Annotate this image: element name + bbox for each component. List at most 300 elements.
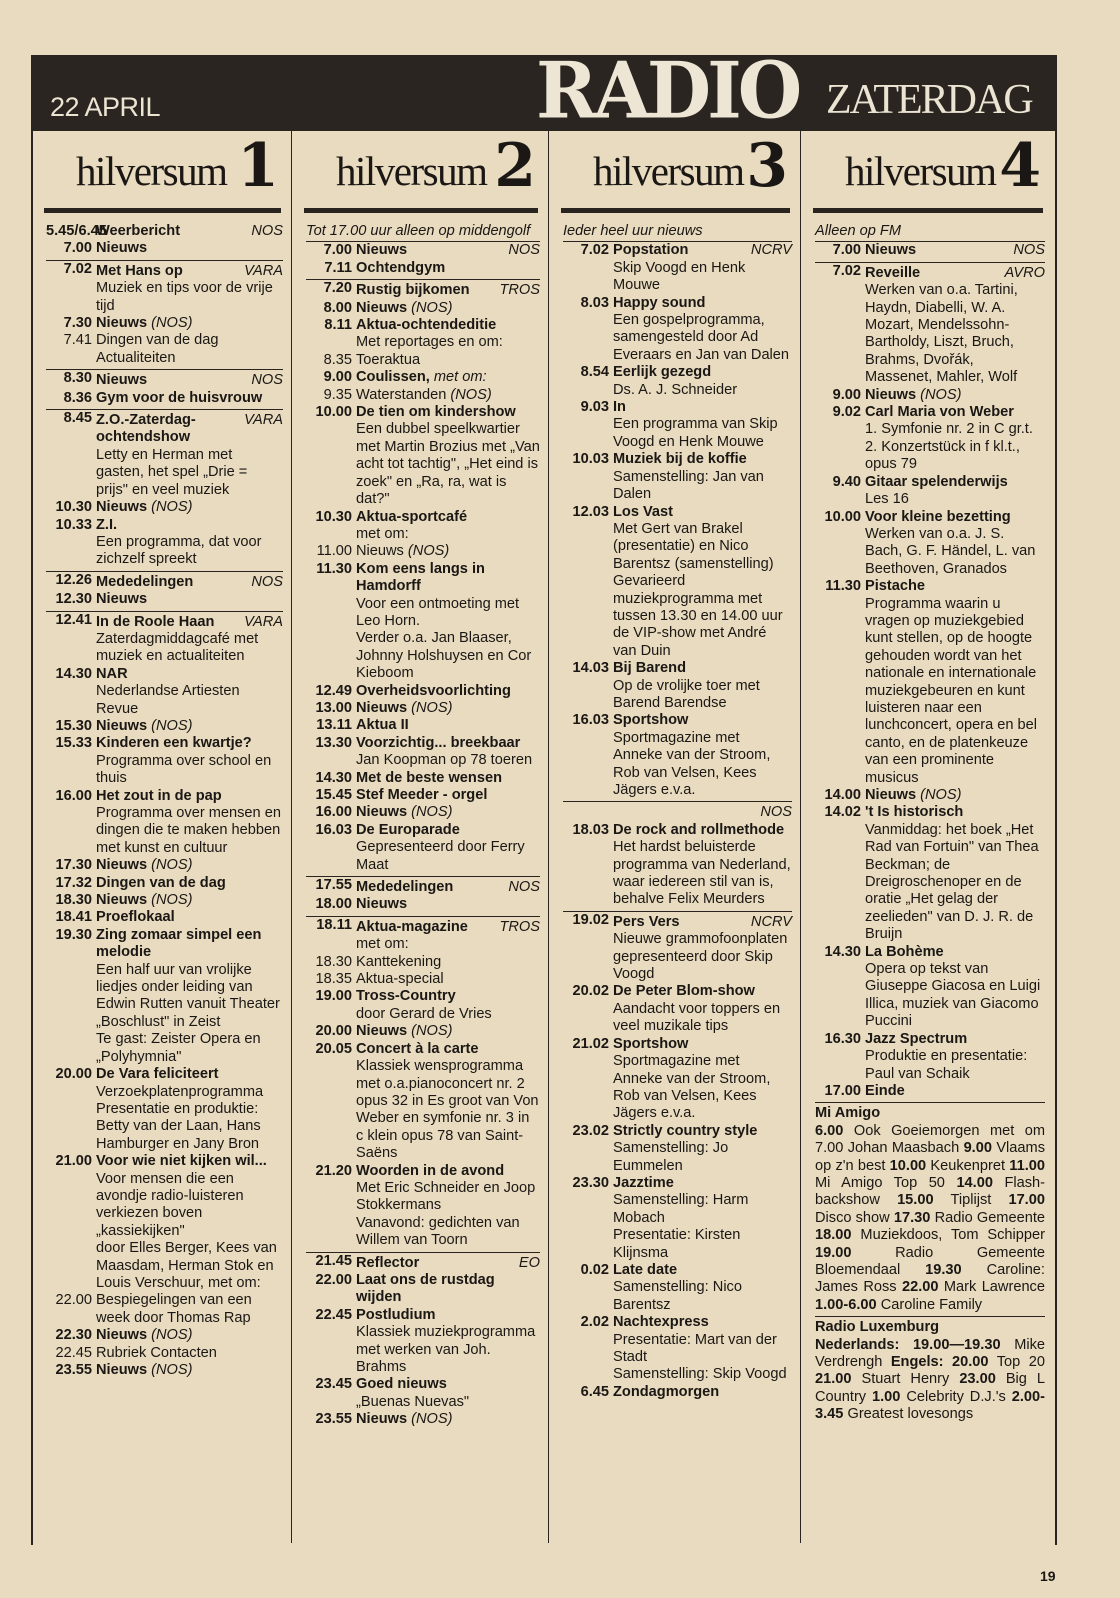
channel-name: hilversum <box>76 148 227 194</box>
program-time: 8.54 <box>580 364 609 381</box>
program-time: 11.30 <box>316 560 352 577</box>
program-time: 7.11 <box>324 259 352 276</box>
program-title: Z.O.-Zaterdag-ochtendshow <box>96 412 196 446</box>
program-description: Ds. A. J. Schneider <box>613 381 738 398</box>
program-title: Nieuws <box>96 591 148 608</box>
program-time: 18.30 <box>55 892 92 909</box>
segment-program: Radio Gemeente Bloemendaal <box>815 1244 1045 1278</box>
broadcaster-label: EO <box>518 1254 540 1271</box>
program-entry <box>46 1327 283 1344</box>
program-description: Skip Voogd en Henk Mouwe <box>613 259 746 294</box>
program-time: 9.35 <box>323 386 352 403</box>
program-title: Aktua-special <box>356 971 444 988</box>
program-entry <box>563 295 792 365</box>
segment-program: Vlaams op z'n best <box>815 1140 1045 1174</box>
program-time: 22.45 <box>55 1344 92 1361</box>
program-title: Mededelingen <box>96 573 194 590</box>
segment-program: Big L Country <box>815 1371 1045 1405</box>
program-entry <box>563 504 792 661</box>
program-description: Gevarieerd muziekprogramma met tussen 13.30 en 14.00 uur de VIP-show met André van Duin <box>613 573 783 659</box>
program-description: Verder o.a. Jan Blaaser, Johnny Holshuysen en Cor Kieboom <box>356 630 532 682</box>
page-number: 19 <box>1040 1568 1056 1584</box>
program-title: Sportshow <box>613 1035 689 1052</box>
program-entry <box>306 509 540 544</box>
schedule-note: Ieder heel uur nieuws <box>563 223 792 242</box>
program-note: (NOS) <box>450 386 492 403</box>
program-title: Jazz Spectrum <box>865 1030 968 1047</box>
program-time: 10.30 <box>315 508 352 525</box>
program-entry <box>306 1307 540 1377</box>
program-entry <box>46 718 283 735</box>
program-time: 19.00 <box>315 988 352 1005</box>
program-time: 15.33 <box>55 735 92 752</box>
segment-time: 2.00-3.45 <box>815 1388 1046 1423</box>
program-time: 23.55 <box>55 1362 92 1378</box>
program-title: Gitaar spelenderwijs <box>865 473 1008 490</box>
program-description: Werken van o.a. Tartini, Haydn, Diabelli, W. A. Mozart, Mendelssohn-Bartholdy, Liszt, Bruch, Brahms, Dvořák, Massenet, Mahler, Wolf <box>865 282 1018 386</box>
program-time: 10.03 <box>572 451 609 468</box>
program-note: (NOS) <box>151 1362 193 1378</box>
segment-time: 17.30 <box>893 1209 931 1226</box>
segment-time: 1.00-6.00 <box>815 1296 877 1313</box>
program-description: Met Gert van Brakel (presentatie) en Nico Barentsz (samenstelling) <box>613 520 774 572</box>
program-title: Gym voor de huisvrouw <box>96 389 263 406</box>
program-description: Jan Koopman op 78 toeren <box>356 752 533 769</box>
program-time: 15.45 <box>315 787 352 803</box>
program-title: Nieuws <box>865 787 917 803</box>
program-title: Ochtendgym <box>356 259 446 276</box>
channel-name: hilversum <box>336 148 487 194</box>
segment-program: Mi Amigo Top 50 <box>815 1174 945 1191</box>
program-title: Nieuws <box>356 242 408 259</box>
program-time: 21.00 <box>55 1153 92 1170</box>
program-time: 8.11 <box>324 317 352 334</box>
schedule-note: Alleen op FM <box>815 223 1045 242</box>
channel-number: 1 <box>237 131 279 201</box>
program-time: 7.00 <box>63 240 92 257</box>
program-description: Samenstelling: Jo Eummelen <box>613 1140 729 1174</box>
program-title: Voor kleine bezetting <box>865 508 1011 525</box>
program-time: 18.30 <box>315 953 352 970</box>
program-title: Nieuws <box>356 1023 408 1040</box>
program-time: 20.00 <box>315 1023 352 1040</box>
segment-program: Keukenpret <box>930 1157 1006 1174</box>
broadcaster-label: NCRV <box>750 242 792 259</box>
program-entry <box>306 1023 540 1040</box>
program-entry <box>46 857 283 874</box>
station-block <box>815 1316 1045 1423</box>
program-time: 9.00 <box>832 386 861 403</box>
program-time: 21.45 <box>315 1252 352 1269</box>
program-time: 2.02 <box>580 1314 609 1331</box>
program-description: Werken van o.a. J. S. Bach, G. F. Händel, L. van Beethoven, Granados <box>865 525 1036 577</box>
program-title: Carl Maria von Weber <box>865 404 1014 421</box>
program-title: De Vara feliciteert <box>96 1066 219 1083</box>
program-title: Toeraktua <box>356 351 421 368</box>
program-entry <box>46 517 283 569</box>
program-entry <box>563 451 792 503</box>
program-time: 17.55 <box>315 877 352 894</box>
segment-program: 7.00 Johan Maasbach <box>815 1140 960 1157</box>
channel-header <box>32 131 291 208</box>
program-title: Met Hans op <box>96 262 183 279</box>
schedule-note: Tot 17.00 uur alleen op middengolf <box>306 223 540 242</box>
program-description: Produktie en presentatie: Paul van Schaik <box>865 1048 1028 1082</box>
program-title: Los Vast <box>613 503 674 520</box>
program-time: 14.00 <box>824 787 861 803</box>
channel-number: 4 <box>999 131 1041 201</box>
program-time: 20.05 <box>315 1040 352 1057</box>
program-time: 21.20 <box>315 1162 352 1179</box>
program-time: 14.03 <box>572 660 609 677</box>
program-entry <box>306 1041 540 1163</box>
segment-program: Muziekdoos, Tom Schipper <box>860 1227 1045 1244</box>
segment-time: 18.00 <box>815 1227 852 1244</box>
program-time: 17.32 <box>55 874 92 891</box>
program-time: 22.00 <box>315 1271 352 1288</box>
program-time: 7.00 <box>832 242 861 259</box>
program-description: Letty en Herman met gasten, het spel „Drie = prijs" en veel muziek <box>96 446 248 498</box>
segment-time: 10.00 <box>889 1157 927 1174</box>
program-title: Nieuws <box>96 1362 148 1378</box>
program-entry <box>306 916 540 954</box>
program-title: Kom eens langs in Hamdorff <box>356 560 485 595</box>
program-time: 7.02 <box>63 260 92 277</box>
segment-time: 23.00 <box>959 1371 996 1388</box>
program-time: 14.30 <box>55 665 92 682</box>
program-entry <box>306 954 540 971</box>
channel-column-hilversum-1 <box>32 131 292 1543</box>
header-rule <box>561 208 790 213</box>
program-entry <box>815 1083 1045 1100</box>
schedule-list <box>549 223 800 1401</box>
program-time: 21.02 <box>572 1035 609 1052</box>
segment-time: 17.00 <box>1008 1192 1045 1209</box>
program-entry <box>306 369 540 386</box>
program-description: Een gospelprogramma, samengesteld door Ad Everaars en Jan van Dalen <box>613 312 790 363</box>
program-title: Popstation <box>613 242 689 259</box>
station-label: NOS <box>563 801 792 821</box>
program-note: (NOS) <box>920 386 962 403</box>
segment-program: Greatest lovesongs <box>847 1406 974 1423</box>
program-entry <box>815 404 1045 474</box>
broadcaster-label: NOS <box>508 242 540 259</box>
program-time: 8.00 <box>323 299 352 316</box>
schedule-list <box>801 223 1053 1424</box>
program-time: 15.30 <box>55 717 92 734</box>
program-title: Met de beste wensen <box>356 769 502 786</box>
program-title: Nieuws <box>96 1327 148 1344</box>
program-description: Samenstelling: Jan van Dalen <box>613 468 764 503</box>
program-title: Bij Barend <box>613 660 686 677</box>
program-title: Nachtexpress <box>613 1314 709 1331</box>
program-description: Samenstelling: Harm Mobach <box>613 1192 749 1226</box>
program-entry <box>46 1153 283 1292</box>
program-time: 18.41 <box>55 909 92 926</box>
program-entry <box>306 242 540 259</box>
program-title: Z.I. <box>96 516 118 533</box>
program-time: 23.55 <box>315 1411 352 1428</box>
program-title: NAR <box>96 665 128 682</box>
program-description: Met Eric Schneider en Joop Stokkermans <box>356 1179 536 1214</box>
program-title: Reflector <box>356 1254 420 1271</box>
program-entry <box>563 911 792 984</box>
program-description: Presentatie: Mart van der Stadt <box>613 1331 777 1365</box>
program-description: Verzoekplatenprogramma <box>96 1083 264 1100</box>
program-entry <box>306 1163 540 1250</box>
program-time: 7.41 <box>63 332 92 349</box>
program-title: Einde <box>865 1082 905 1099</box>
program-title: Nieuws <box>96 717 148 734</box>
program-time: 11.30 <box>825 578 861 595</box>
program-description: Opera op tekst van Giuseppe Giacosa en Luigi Illica, muziek van Giacomo Puccini <box>865 961 1041 1030</box>
program-note: (NOS) <box>151 1327 193 1344</box>
program-title: Nieuws <box>96 372 148 389</box>
program-note: (NOS) <box>151 892 193 909</box>
program-time: 9.00 <box>323 369 352 386</box>
schedule-list <box>292 223 548 1429</box>
program-time: 23.45 <box>315 1376 352 1393</box>
program-time: 13.30 <box>315 734 352 751</box>
broadcaster-label: NOS <box>251 372 283 389</box>
program-title: Pers Vers <box>613 913 680 930</box>
program-time: 10.30 <box>55 499 92 516</box>
program-entry <box>306 896 540 913</box>
program-title: Postludium <box>356 1306 436 1323</box>
program-time: 16.03 <box>315 821 352 838</box>
program-description: Te gast: Zeister Opera en „Polyhymnia" <box>96 1031 261 1065</box>
program-title: De Peter Blom-show <box>613 983 755 1000</box>
segment-time: 1.00 <box>872 1388 901 1405</box>
program-description: 2. Konzertstück in f kl.t., opus 79 <box>865 438 1020 473</box>
channel-header <box>801 131 1053 208</box>
program-title: Nieuws <box>356 299 408 316</box>
program-entry <box>46 927 283 1066</box>
program-description: Met reportages en om: <box>356 334 503 351</box>
program-description: Een programma van Skip Voogd en Henk Mouwe <box>613 416 778 450</box>
program-time: 12.41 <box>55 611 92 628</box>
program-description: Samenstelling: Skip Voogd <box>613 1366 787 1383</box>
program-time: 8.35 <box>323 351 352 368</box>
segment-program: Mark Lawrence <box>943 1279 1045 1296</box>
segment-program: Stuart Henry <box>861 1371 950 1388</box>
program-entry <box>306 683 540 700</box>
program-title: Nieuws <box>356 699 408 716</box>
program-note: (NOS) <box>151 315 193 332</box>
program-description: Klassiek wensprogramma met o.a.pianoconcert nr. 2 opus 32 in Es groot van Von Weber en symfonie nr. 3 in c klein opus 78 van Saint-Saëns <box>356 1058 539 1162</box>
program-entry <box>306 717 540 734</box>
header-date: 22 APRIL <box>50 92 161 122</box>
program-entry <box>563 1036 792 1123</box>
program-title: Coulissen, <box>356 369 430 386</box>
program-title: Happy sound <box>613 294 706 311</box>
program-description: Nieuwe grammofoonplaten gepresenteerd door Skip Voogd <box>613 931 788 983</box>
program-entry <box>815 578 1045 787</box>
program-description: Programma over school en thuis <box>96 752 272 787</box>
program-description: met om: <box>356 525 409 542</box>
program-entry <box>563 242 792 294</box>
program-entry <box>563 822 792 909</box>
program-time: 5.45/6.45 <box>46 223 107 239</box>
program-description: Zaterdagmiddagcafé met muziek en actualiteiten <box>96 630 259 665</box>
program-time: 7.20 <box>323 280 352 297</box>
program-entry <box>306 1411 540 1428</box>
program-description: Sportmagazine met Anneke van der Stroom, Rob van Velsen, Kees Jägers e.v.a. <box>613 729 771 798</box>
program-title: Late date <box>613 1261 678 1278</box>
program-entry <box>306 352 540 369</box>
program-title: Nieuws <box>96 499 148 516</box>
program-title: Tross-Country <box>356 988 456 1005</box>
program-title: Nieuws <box>356 896 408 913</box>
program-time: 13.11 <box>316 717 352 734</box>
broadcaster-label: NCRV <box>750 913 792 930</box>
program-entry <box>46 666 283 718</box>
program-description: door Elles Berger, Kees van Maasdam, Herman Stok en Louis Verschuur, met om: <box>96 1240 277 1291</box>
segment-time: 19.00 <box>815 1244 852 1261</box>
program-title: Proeflokaal <box>96 909 175 926</box>
program-description: Klassiek muziekprogramma met werken van Joh. Brahms <box>356 1324 536 1375</box>
program-entry <box>46 240 283 257</box>
segment-program: Ook Goeiemorgen met om <box>853 1122 1045 1139</box>
segment-time: 9.00 <box>963 1140 992 1157</box>
segment-program: Disco show <box>815 1209 890 1226</box>
program-entry <box>306 1376 540 1411</box>
program-entry <box>563 364 792 399</box>
program-entry <box>306 543 540 560</box>
program-title: Nieuws <box>96 857 148 874</box>
header-rule <box>44 208 281 213</box>
program-time: 0.02 <box>580 1261 609 1278</box>
program-description: Nederlandse Artiesten Revue <box>96 683 240 717</box>
program-description: Samenstelling: Nico Barentsz <box>613 1279 742 1313</box>
program-title: Nieuws <box>356 1411 408 1428</box>
program-entry <box>46 1066 283 1153</box>
program-time: 20.02 <box>572 983 609 1000</box>
schedule-list <box>32 223 291 1379</box>
program-entry <box>46 788 283 858</box>
channel-column-hilversum-4 <box>801 131 1053 1543</box>
program-time: 9.40 <box>832 473 861 490</box>
program-description: door Gerard de Vries <box>356 1005 492 1022</box>
program-entry <box>46 1292 283 1327</box>
program-entry <box>815 509 1045 579</box>
program-title: Laat ons de rustdag wijden <box>356 1271 495 1306</box>
program-entry <box>815 944 1045 1031</box>
program-entry <box>306 300 540 317</box>
program-title: Aktua-ochtendeditie <box>356 317 497 334</box>
program-description: Les 16 <box>865 491 909 508</box>
station-block <box>815 1102 1045 1314</box>
program-entry <box>563 1314 792 1384</box>
program-entry <box>815 242 1045 259</box>
segment-program: Top 20 <box>996 1354 1045 1370</box>
channel-column-hilversum-3 <box>549 131 801 1543</box>
program-title: Bespiegelingen van een week door Thomas Rap <box>96 1292 252 1326</box>
program-entry <box>563 399 792 451</box>
program-title: Woorden in de avond <box>356 1162 505 1179</box>
program-entry <box>46 735 283 787</box>
header-title: RADIO <box>536 45 799 137</box>
program-time: 16.30 <box>824 1030 861 1047</box>
program-title: De Europarade <box>356 821 460 838</box>
program-time: 13.00 <box>315 699 352 716</box>
program-description: Voor een ontmoeting met Leo Horn. <box>356 595 520 629</box>
program-entry <box>306 787 540 804</box>
program-title: Aktua II <box>356 717 409 734</box>
program-title: Rubriek Contacten <box>96 1344 217 1361</box>
program-time: 9.02 <box>832 404 861 421</box>
program-title: Nieuws <box>865 386 917 403</box>
program-title: Aktua-magazine <box>356 918 468 935</box>
program-description: Vanavond: gedichten van Willem van Toorn <box>356 1214 520 1249</box>
program-note: (NOS) <box>407 543 450 560</box>
program-entry <box>46 332 283 367</box>
program-time: 7.00 <box>323 242 352 259</box>
program-time: 10.33 <box>55 516 92 533</box>
segment-program: Tiplijst <box>950 1192 992 1209</box>
program-time: 9.03 <box>580 399 609 416</box>
segment-program: Caroline: James Ross <box>815 1261 1045 1296</box>
program-description: Vanmiddag: het boek „Het Rad van Fortuin" van Thea Beckman; de Dreigroschenoper en de oratie „Het gelag der zeelieden" van D. J. R. de Bruijn <box>865 821 1039 943</box>
program-title: Zing zomaar simpel een melodie <box>96 926 262 961</box>
program-entry <box>563 1123 792 1175</box>
program-title: Voor wie niet kijken wil... <box>96 1153 267 1170</box>
broadcaster-label: AVRO <box>1004 264 1045 281</box>
program-entry <box>306 317 540 352</box>
program-entry <box>815 387 1045 404</box>
program-description: Een programma, dat voor zichzelf spreekt <box>96 533 262 568</box>
program-note: (NOS) <box>151 857 193 874</box>
broadcaster-label: VARA <box>244 613 283 630</box>
program-time: 8.30 <box>63 370 92 387</box>
program-note: (NOS) <box>411 1411 453 1428</box>
program-description: Programma waarin u vragen op muziekgebied kunt stellen, op de hoogte gehouden wordt van het nationale en internationale muziekgebeuren en kunt luisteren naar een lunchconcert, opera en bel canto, en de platenkeuze van een prominente musicus <box>865 595 1037 786</box>
program-time: 12.30 <box>55 591 92 608</box>
program-entry <box>815 804 1045 943</box>
program-time: 14.30 <box>315 769 352 786</box>
program-entry <box>46 315 283 332</box>
program-time: 10.00 <box>824 508 861 525</box>
channel-number: 3 <box>746 131 788 201</box>
program-time: 8.36 <box>63 389 92 406</box>
program-entry <box>306 387 540 404</box>
program-title: Concert à la carte <box>356 1040 479 1057</box>
segment-program: Flash-backshow <box>815 1174 1046 1209</box>
segment-time: 11.00 <box>1009 1157 1045 1174</box>
program-description: Presentatie en produktie: Betty van der Laan, Hans Hamburger en Jany Bron <box>96 1100 261 1152</box>
program-time: 12.26 <box>55 571 92 588</box>
program-description: Voor mensen die een avondje radio-luisteren verkiezen boven „kassiekijken" <box>96 1170 244 1239</box>
program-title: Reveille <box>865 264 921 281</box>
program-time: 22.00 <box>55 1292 92 1309</box>
program-entry <box>46 1345 283 1362</box>
program-note: (NOS) <box>920 787 962 803</box>
program-title: Zondagmorgen <box>613 1383 720 1400</box>
program-title: Kanttekening <box>356 953 442 970</box>
program-time: 12.03 <box>572 503 609 520</box>
program-entry <box>563 1262 792 1314</box>
program-time: 16.03 <box>572 712 609 729</box>
program-entry <box>46 875 283 892</box>
station-block-title: Radio Luxemburg <box>815 1319 940 1336</box>
channel-name: hilversum <box>593 148 744 194</box>
program-entry <box>563 660 792 712</box>
program-description: 1. Symfonie nr. 2 in C gr.t. <box>865 421 1033 438</box>
program-title: Goed nieuws <box>356 1376 447 1393</box>
program-time: 23.30 <box>572 1174 609 1191</box>
header-rule <box>813 208 1043 213</box>
program-title: Pistache <box>865 578 926 595</box>
